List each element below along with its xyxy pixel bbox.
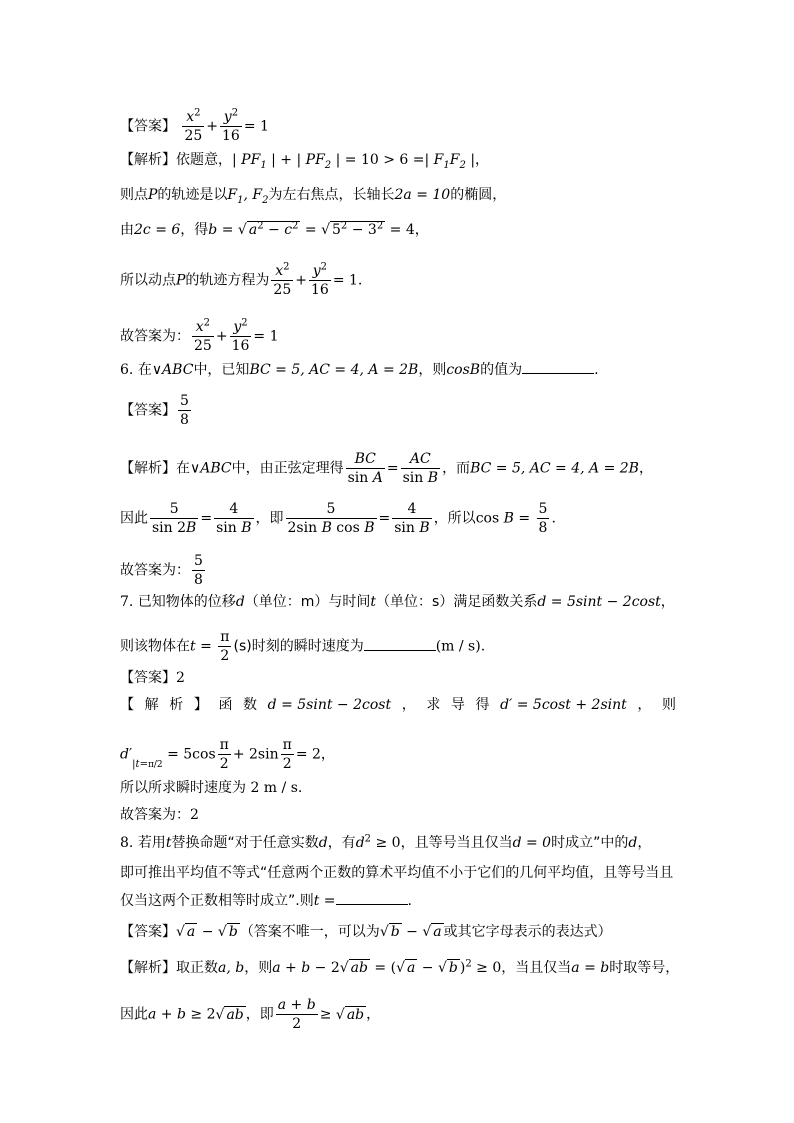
- text: （答案不唯一，可以为: [239, 924, 380, 940]
- math: 2 m / s: [250, 780, 298, 796]
- text: 因此: [120, 510, 148, 527]
- q7-answer-line: [120, 668, 185, 688]
- text: 时取等号，: [609, 960, 680, 976]
- math: BC = 5, AC = 4, A = 2B: [249, 362, 419, 378]
- q7-analysis-line2: $d'_{|t=\pi/2} = 5\cos$ $\frac{\pi}{2}$ + 2sin $\frac{\pi}{2}$ = 2，: [120, 737, 335, 772]
- math: t: [370, 594, 377, 610]
- text: 解: [144, 697, 159, 713]
- text: 或其它字母表示的表达式）: [443, 924, 612, 940]
- text: (s)时刻的瞬时速度为: [233, 638, 364, 655]
- math: P: [148, 187, 158, 203]
- text: ，即: [255, 510, 284, 527]
- text: 时成立”中的: [551, 835, 629, 851]
- text: ，且等号当且仅当: [400, 835, 513, 851]
- text: 若用: [137, 835, 166, 851]
- text: ，: [366, 1006, 381, 1023]
- text: （单位：s）满足函数关系: [376, 594, 538, 610]
- unit: (m / s): [435, 638, 481, 655]
- text: 的值为: [480, 362, 523, 378]
- text: 即可推出平均值不等式“任意两个正数的算术平均值不小于它们的几何平均值，且等号当且: [120, 865, 674, 881]
- answer-value: 2: [176, 670, 185, 686]
- math: a = b: [571, 960, 610, 976]
- text: ，则: [244, 960, 273, 976]
- math: t: [165, 835, 172, 851]
- text: 依题意，: [176, 152, 232, 168]
- q8-analysis-line2: 因此a + b ≥ 2√ ab ，即 $\frac{a + b}{2}$ ≥ √ ab ，: [120, 997, 381, 1032]
- text: 已知物体的位移: [137, 594, 236, 610]
- q5-analysis-line3: 由2c = 6，得b = √ $a^2 - c^2$ = √ $5^2 - 3^2 = 4$，: [120, 220, 429, 238]
- q7-question-line2: 则该物体在t = $\frac{\pi}{2}$ (s)时刻的瞬时速度为 (m / s).: [120, 629, 486, 664]
- text: ，所以: [433, 510, 476, 527]
- text: 由: [120, 222, 134, 238]
- text: ，有: [327, 835, 356, 851]
- question-number: 6.: [120, 362, 134, 378]
- text: 在: [176, 460, 190, 477]
- text: 函: [218, 697, 233, 713]
- text: 因此: [120, 1006, 148, 1023]
- text: 则该物体在: [120, 638, 190, 655]
- answer-label: 【答案】: [120, 402, 176, 419]
- q6-answer-line: 【答案】 $\frac{5}{8}$: [120, 393, 189, 428]
- therefore-label: 故答案为：: [120, 562, 190, 579]
- q5-analysis-line1: 【解析】依题意，| $PF_1$ | + | $PF_2$ | = 10 > 6 =| $F_1F_2$ |，: [120, 152, 490, 171]
- text: 仅当这两个正数相等时成立”.则: [120, 893, 314, 909]
- q6-question: [120, 360, 599, 380]
- text: 则: [661, 697, 676, 713]
- answer-blank: [336, 904, 408, 905]
- math: a, b: [218, 960, 245, 976]
- math: P: [176, 272, 186, 289]
- math: d = 5sint − 2cost: [537, 594, 661, 610]
- text: ，: [320, 746, 335, 763]
- text: 得: [475, 697, 490, 713]
- math: t =: [313, 893, 336, 909]
- text: 在: [137, 362, 152, 378]
- math: 2c = 6: [134, 222, 181, 238]
- q6-analysis-line2: 因此 $\frac{5}{\sin 2B}$ = $\frac{4}{\text{sin B}}$ ，即 $\frac{5}{\text{2sin B cos B}}$ = $\frac{4}{\text{sin B}}$ ，所以cos B = $\frac{5}{8}$ .: [120, 501, 556, 536]
- math: 2a = 10: [394, 187, 451, 203]
- text: 析: [169, 697, 184, 713]
- answer-label: 【答案】: [120, 670, 176, 686]
- fraction-y2-16: $\frac{y^2}{16}$: [222, 107, 240, 144]
- math: d′ = 5cost + 2sint: [500, 697, 627, 713]
- q8-question-line3: [120, 891, 412, 911]
- answer-value: 2: [190, 807, 199, 823]
- text: .: [551, 510, 556, 527]
- text: 中，由正弦定理得: [231, 460, 344, 477]
- math: d = 0: [512, 835, 552, 851]
- text: ，: [414, 222, 429, 238]
- analysis-label: 【解析】: [120, 960, 176, 976]
- text: .: [297, 780, 303, 796]
- math: cosB: [446, 362, 481, 378]
- text: 为左右焦点，长轴长: [268, 187, 395, 203]
- text: 】: [193, 697, 208, 713]
- math: ∨ABC: [151, 362, 194, 378]
- math: BC = 5, AC = 4, A = 2B: [470, 460, 639, 477]
- text: 的轨迹方程为: [185, 272, 270, 289]
- math: d = 5sint − 2cost: [267, 697, 392, 713]
- answer-label: 【答案】: [120, 118, 176, 135]
- text: ，则: [418, 362, 447, 378]
- answer-label: 【答案】: [120, 924, 176, 940]
- text: 则点: [120, 187, 148, 203]
- answer-blank: [522, 373, 594, 374]
- text: ，: [638, 460, 653, 477]
- q8-analysis-line1: 【解析】取正数a, b，则a + b − 2√ ab = (√ a − √ b )$^2$ ≥ 0，当且仅当a = b时取等号，: [120, 958, 680, 976]
- fraction-x2-25: $\frac{x^2}{25}$: [184, 107, 203, 144]
- text: ，: [660, 594, 675, 610]
- text: 所以所求瞬时速度为: [120, 780, 246, 796]
- q8-answer-line: 【答案】√ a − √ b （答案不唯一，可以为√ b − √ a 或其它字母表示的表达式）: [120, 924, 612, 940]
- q6-final-line: 故答案为： $\frac{5}{8}$: [120, 553, 203, 588]
- text: 导: [450, 697, 465, 713]
- analysis-label: 【解析】: [120, 460, 176, 477]
- text: 所以动点: [120, 272, 176, 289]
- text: 替换命题“对于任意实数: [171, 835, 319, 851]
- question-number: 7.: [120, 594, 134, 610]
- text: 的椭圆，: [450, 187, 507, 203]
- text: ，得: [180, 222, 209, 238]
- text: 取正数: [176, 960, 218, 976]
- therefore-label: 故答案为：: [120, 328, 190, 345]
- text: ，即: [245, 1006, 274, 1023]
- q7-analysis-line1: [120, 695, 676, 715]
- text: ，当且仅当: [501, 960, 572, 976]
- q5-final-line: 故答案为： $\frac{x^2}{25}$ + $\frac{y^2}{16}$ = 1: [120, 317, 279, 354]
- q8-question-line2: [120, 863, 673, 883]
- q7-question-line1: [120, 592, 675, 612]
- text: ，而: [442, 460, 471, 477]
- text: 求: [426, 697, 441, 713]
- text: .: [594, 362, 599, 378]
- q8-question-line1: 8. 若用t替换命题“对于任意实数d，有$d^2 \ge 0$，且等号当且仅当d = 0时成立”中的d，: [120, 833, 652, 851]
- math: d: [628, 835, 638, 851]
- text: ，: [637, 697, 652, 713]
- math: d: [318, 835, 328, 851]
- q7-speed-line: [120, 778, 302, 798]
- question-number: 8.: [120, 835, 134, 851]
- q5-answer-line: 【答案】 $\frac{x^2}{25}$ + $\frac{y^2}{16}$ = 1: [120, 107, 269, 144]
- text: ，: [637, 835, 652, 851]
- text: .: [480, 638, 486, 655]
- q5-analysis-line4: 所以动点P的轨迹方程为 $\frac{x^2}{25}$ + $\frac{y^2}{16}$ = 1.: [120, 261, 363, 298]
- text: .: [357, 272, 363, 289]
- text: .: [407, 893, 412, 909]
- text: 数: [243, 697, 258, 713]
- analysis-label: 【解析】: [120, 152, 176, 168]
- q6-analysis-line1: 【解析】在∨ABC中，由正弦定理得 $\frac{BC}{\text{sin A}}$ = $\frac{AC}{\text{sin B}}$ ，而BC = 5, AC = 4, A = 2B，: [120, 451, 653, 486]
- q7-final-line: [120, 805, 199, 825]
- text: （单位：m）与时间: [244, 594, 371, 610]
- text: 中，已知: [193, 362, 250, 378]
- text: 的轨迹是以: [157, 187, 228, 203]
- therefore-label: 故答案为：: [120, 807, 190, 823]
- answer-blank: [364, 650, 436, 651]
- text: 【: [120, 697, 134, 713]
- text: ，: [401, 697, 416, 713]
- math: d: [235, 594, 245, 610]
- q5-analysis-line2: 则点P的轨迹是以$F_1$, $F_2$为左右焦点，长轴长2a = 10的椭圆，: [120, 187, 507, 206]
